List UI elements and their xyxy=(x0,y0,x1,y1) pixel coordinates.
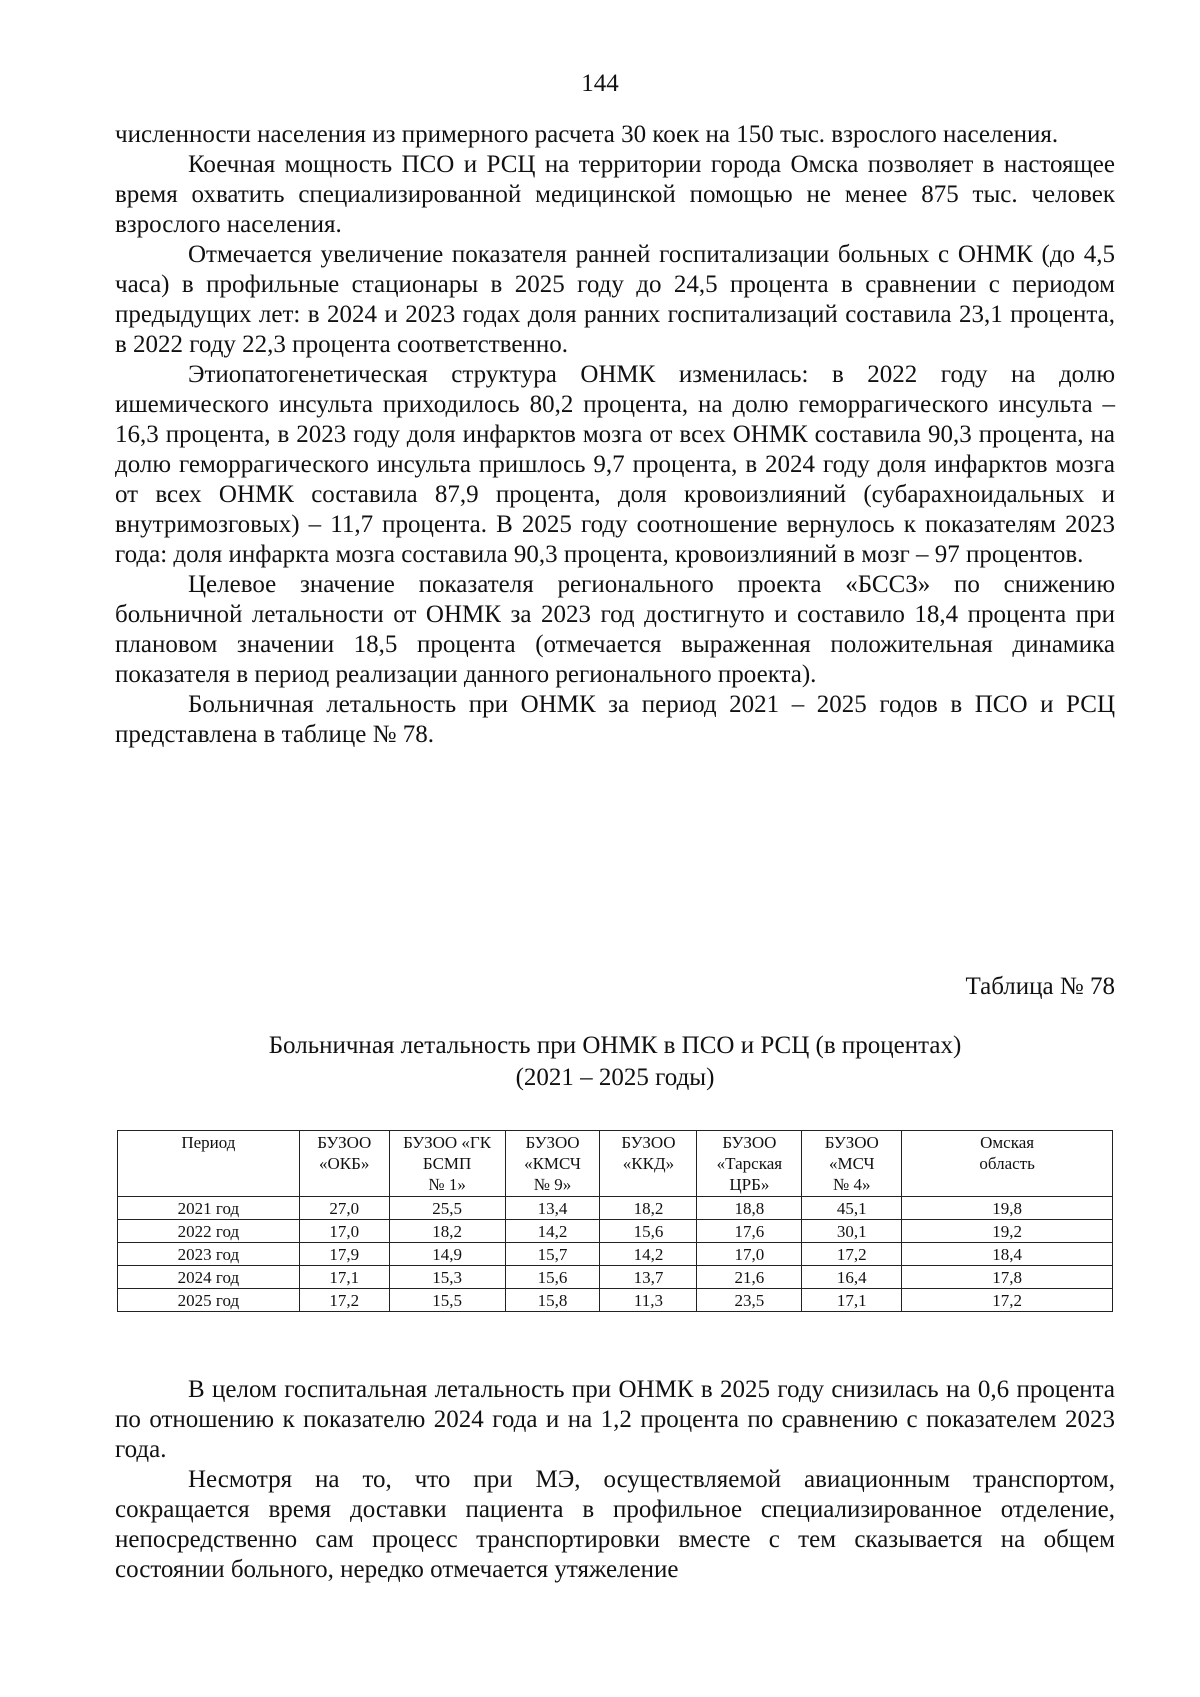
table-header-cell xyxy=(118,1131,300,1197)
table-header-cell xyxy=(902,1131,1113,1197)
mortality-table xyxy=(117,1130,1113,1312)
table-cell: 17,2 xyxy=(902,1289,1113,1312)
table-cell: 19,8 xyxy=(902,1197,1113,1220)
table-cell: 45,1 xyxy=(802,1197,902,1220)
paragraph: Коечная мощность ПСО и РСЦ на территории города Омска позволяет в настоящее время охватить специализированной медицинской помощью не менее 875 тыс. человек взрослого населения. xyxy=(115,151,1115,238)
table-cell: 17,2 xyxy=(802,1243,902,1266)
table-cell: 18,2 xyxy=(600,1197,697,1220)
table-cell: 2023 год xyxy=(118,1243,300,1266)
header-line: «КМСЧ xyxy=(524,1154,581,1173)
table-cell: 2022 год xyxy=(118,1220,300,1243)
paragraph: Этиопатогенетическая структура ОНМК изменилась: в 2022 году на долю ишемического инсульта приходилось 80,2 процента, на долю геморрагического инсульта – 16,3 процента, в 2023 году доля инфарктов мозга от всех ОНМК составила 90,3 процента, на долю геморрагического инсульта пришлось 9,7 процента, в 2024 году доля инфарктов мозга от всех ОНМК составила 87,9 процента, доля кровоизлияний (субарахноидальных и внутримозговых) – 11,7 процента. В 2025 году соотношение вернулось к показателям 2023 года: доля инфаркта мозга составила 90,3 процента, кровоизлияний в мозг – 97 процентов. xyxy=(115,361,1115,568)
body-text-top xyxy=(115,120,1115,750)
table-cell: 15,5 xyxy=(389,1289,505,1312)
header-line: ЦРБ» xyxy=(729,1175,770,1194)
table-row xyxy=(118,1266,1113,1289)
body-text-bottom xyxy=(115,1375,1115,1585)
table-header-row xyxy=(118,1131,1113,1197)
table-cell: 15,6 xyxy=(505,1266,600,1289)
paragraph: В целом госпитальная летальность при ОНМК в 2025 году снизилась на 0,6 процента по отношению к показателю 2024 года и на 1,2 процента по сравнению с показателем 2023 года. xyxy=(115,1376,1115,1463)
table-cell: 15,7 xyxy=(505,1243,600,1266)
table-cell: 21,6 xyxy=(697,1266,802,1289)
table-number: Таблица № 78 xyxy=(965,973,1115,1000)
table-cell: 19,2 xyxy=(902,1220,1113,1243)
table-cell: 15,8 xyxy=(505,1289,600,1312)
table-cell: 14,9 xyxy=(389,1243,505,1266)
header-line: БУЗОО xyxy=(722,1133,777,1152)
table-cell: 2024 год xyxy=(118,1266,300,1289)
paragraph: Больничная летальность при ОНМК за период 2021 – 2025 годов в ПСО и РСЦ представлена в таблице № 78. xyxy=(115,691,1115,748)
page-number: 144 xyxy=(581,70,619,97)
header-line: «ОКБ» xyxy=(319,1154,370,1173)
table-cell: 17,8 xyxy=(902,1266,1113,1289)
table-cell: 30,1 xyxy=(802,1220,902,1243)
table-header-cell xyxy=(600,1131,697,1197)
table-cell: 13,4 xyxy=(505,1197,600,1220)
header-line: № 9» xyxy=(533,1175,572,1194)
table-row xyxy=(118,1243,1113,1266)
table-header-cell xyxy=(389,1131,505,1197)
paragraph: Отмечается увеличение показателя ранней госпитализации больных с ОНМК (до 4,5 часа) в профильные стационары в 2025 году до 24,5 процента в сравнении с периодом предыдущих лет: в 2024 и 2023 годах доля ранних госпитализаций составила 23,1 процента, в 2022 году 22,3 процента соответственно. xyxy=(115,241,1115,358)
table-cell: 17,1 xyxy=(299,1266,389,1289)
header-line: № 1» xyxy=(428,1175,466,1194)
table-cell: 17,6 xyxy=(697,1220,802,1243)
paragraph: численности населения из примерного расчета 30 коек на 150 тыс. взрослого населения. xyxy=(115,121,1059,148)
header-line: БУЗОО xyxy=(317,1133,372,1152)
table-caption-line: (2021 – 2025 годы) xyxy=(515,1064,715,1091)
table-header-cell xyxy=(505,1131,600,1197)
table-row xyxy=(118,1289,1113,1312)
table-cell: 17,1 xyxy=(802,1289,902,1312)
header-line: Период xyxy=(181,1133,236,1152)
table-caption xyxy=(115,1030,1115,1094)
header-line: «Тарская xyxy=(716,1154,783,1173)
paragraph: Несмотря на то, что при МЭ, осуществляемой авиационным транспортом, сокращается время доставки пациента в профильное специализированное отделение, непосредственно сам процесс транспортировки вместе с тем сказывается на общем состоянии больного, нередко отмечается утяжеление xyxy=(115,1466,1115,1583)
table-cell: 11,3 xyxy=(600,1289,697,1312)
table-row xyxy=(118,1197,1113,1220)
table-cell: 15,3 xyxy=(389,1266,505,1289)
table-cell: 23,5 xyxy=(697,1289,802,1312)
table-cell: 2021 год xyxy=(118,1197,300,1220)
header-line: БУЗОО xyxy=(621,1133,676,1152)
table-cell: 16,4 xyxy=(802,1266,902,1289)
table-cell: 18,8 xyxy=(697,1197,802,1220)
table-cell: 17,0 xyxy=(697,1243,802,1266)
table-cell: 2025 год xyxy=(118,1289,300,1312)
table-cell: 14,2 xyxy=(505,1220,600,1243)
table-cell: 17,2 xyxy=(299,1289,389,1312)
table-caption-line: Больничная летальность при ОНМК в ПСО и РСЦ (в процентах) xyxy=(268,1032,962,1059)
table-cell: 13,7 xyxy=(600,1266,697,1289)
table-cell: 17,0 xyxy=(299,1220,389,1243)
table-cell: 25,5 xyxy=(389,1197,505,1220)
table-cell: 18,2 xyxy=(389,1220,505,1243)
table-cell: 18,4 xyxy=(902,1243,1113,1266)
table-cell: 27,0 xyxy=(299,1197,389,1220)
paragraph: Целевое значение показателя регионального проекта «БССЗ» по снижению больничной летальности от ОНМК за 2023 год достигнуто и составило 18,4 процента при плановом значении 18,5 процента (отмечается выраженная положительная динамика показателя в период реализации данного регионального проекта). xyxy=(115,571,1115,688)
table-cell: 14,2 xyxy=(600,1243,697,1266)
header-line: № 4» xyxy=(833,1175,871,1194)
header-line: Омская xyxy=(980,1133,1035,1152)
header-line: «ККД» xyxy=(622,1154,675,1173)
table-header-cell xyxy=(697,1131,802,1197)
header-line: БУЗОО «ГК xyxy=(403,1133,492,1152)
header-line: БУЗОО xyxy=(824,1133,879,1152)
table-cell: 17,9 xyxy=(299,1243,389,1266)
table-row xyxy=(118,1220,1113,1243)
header-line: область xyxy=(979,1154,1035,1173)
table-header-cell xyxy=(802,1131,902,1197)
header-line: БСМП xyxy=(422,1154,472,1173)
header-line: БУЗОО xyxy=(525,1133,580,1152)
table-header-cell xyxy=(299,1131,389,1197)
table-cell: 15,6 xyxy=(600,1220,697,1243)
header-line: «МСЧ xyxy=(828,1154,875,1173)
